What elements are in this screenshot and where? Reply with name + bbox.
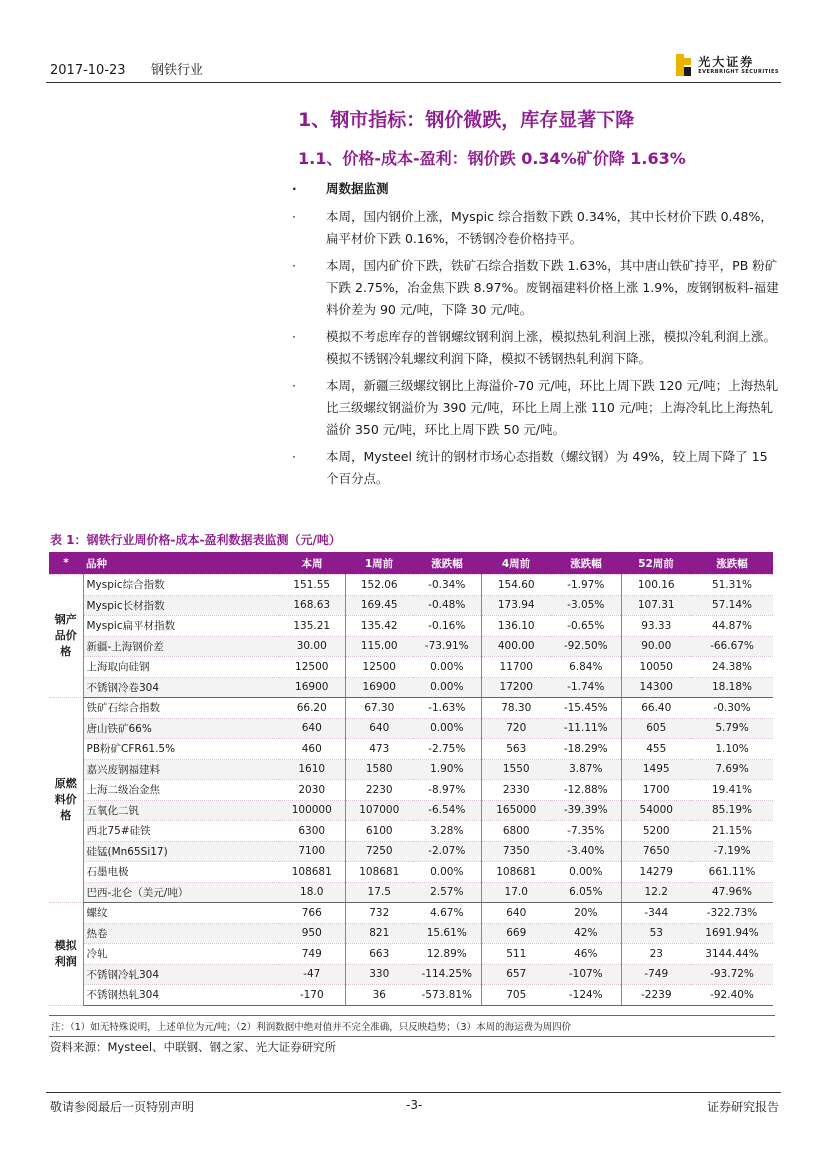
table-cell: 6800 <box>481 821 551 842</box>
table-row <box>49 739 773 760</box>
table-cell: 107000 <box>345 800 413 821</box>
subsection-title: 1.1、价格-成本-盈利：钢价跌 0.34%矿价降 1.63% <box>298 149 686 168</box>
table-row <box>49 759 773 780</box>
logo-chinese-text: 光大证券 <box>698 54 755 69</box>
table-cell: 12.2 <box>621 882 691 903</box>
table-cell: 1610 <box>279 759 345 780</box>
table-cell: 20% <box>551 903 621 924</box>
table-cell: 1550 <box>481 759 551 780</box>
table-cell: -12.88% <box>551 780 621 801</box>
row-label: 上海二级冶金焦 <box>83 780 279 801</box>
table-cell: 135.42 <box>345 616 413 637</box>
table-cell: 7.69% <box>691 759 773 780</box>
table-cell: 66.40 <box>621 698 691 719</box>
table-cell: 173.94 <box>481 595 551 616</box>
table-cell: 1495 <box>621 759 691 780</box>
table-cell: 168.63 <box>279 595 345 616</box>
table-cell: 100.16 <box>621 575 691 596</box>
table-cell: 705 <box>481 985 551 1006</box>
table-cell: 2230 <box>345 780 413 801</box>
bullet-dot-icon: · <box>292 259 296 273</box>
table-cell: 1580 <box>345 759 413 780</box>
row-label: PB粉矿CFR61.5% <box>83 739 279 760</box>
table-cell: 0.00% <box>413 862 481 883</box>
table-cell: 18.0 <box>279 882 345 903</box>
row-group-label: 钢产品价格 <box>49 575 83 698</box>
column-header: * <box>49 552 83 575</box>
table-cell: -92.40% <box>691 985 773 1006</box>
page-number: -3- <box>406 1098 423 1112</box>
table-cell: 766 <box>279 903 345 924</box>
table-cell: 1700 <box>621 780 691 801</box>
row-label: 上海取向硅钢 <box>83 657 279 678</box>
table-cell: -2239 <box>621 985 691 1006</box>
table-cell: -170 <box>279 985 345 1006</box>
table-cell: -573.81% <box>413 985 481 1006</box>
table-cell: -1.63% <box>413 698 481 719</box>
logo-english-text: EVERBRIGHT SECURITIES <box>698 68 779 75</box>
bullet-item: · 本周，国内钢价上涨，Myspic 综合指数下跌 0.34%，其中长材价下跌 0.48%，扁平材价下跌 0.16%，不锈钢冷卷价格持平。 <box>292 206 782 250</box>
table-row <box>49 923 773 944</box>
table-cell: 17.5 <box>345 882 413 903</box>
table-cell: 85.19% <box>691 800 773 821</box>
table-cell: 563 <box>481 739 551 760</box>
row-label: 不锈钢热轧304 <box>83 985 279 1006</box>
table-cell: 165000 <box>481 800 551 821</box>
table-cell: -0.48% <box>413 595 481 616</box>
table-cell: 17.0 <box>481 882 551 903</box>
row-label: 新疆-上海钢价差 <box>83 636 279 657</box>
row-label: 唐山铁矿66% <box>83 718 279 739</box>
table-row <box>49 903 773 924</box>
table-cell: 54000 <box>621 800 691 821</box>
table-cell: 108681 <box>481 862 551 883</box>
table-cell: 3144.44% <box>691 944 773 965</box>
table-cell: 11700 <box>481 657 551 678</box>
table-row <box>49 800 773 821</box>
table-cell: 10050 <box>621 657 691 678</box>
table-cell: 42% <box>551 923 621 944</box>
table-cell: 6.84% <box>551 657 621 678</box>
column-header: 涨跌幅 <box>413 552 481 575</box>
table-cell: 3.28% <box>413 821 481 842</box>
table-cell: 21.15% <box>691 821 773 842</box>
row-label: Myspic综合指数 <box>83 575 279 596</box>
column-header: 1周前 <box>345 552 413 575</box>
table-row <box>49 595 773 616</box>
table-cell: 15.61% <box>413 923 481 944</box>
table-cell: 4.67% <box>413 903 481 924</box>
table-row <box>49 616 773 637</box>
table-row <box>49 985 773 1006</box>
table-cell: 3.87% <box>551 759 621 780</box>
table-cell: 108681 <box>345 862 413 883</box>
table-cell: 1.10% <box>691 739 773 760</box>
table-cell: 151.55 <box>279 575 345 596</box>
table-cell: -124% <box>551 985 621 1006</box>
table-cell: 663 <box>345 944 413 965</box>
table-cell: 23 <box>621 944 691 965</box>
table-cell: 67.30 <box>345 698 413 719</box>
table-cell: -11.11% <box>551 718 621 739</box>
table-cell: -1.74% <box>551 677 621 698</box>
table-cell: 640 <box>345 718 413 739</box>
table-cell: 1.90% <box>413 759 481 780</box>
column-header: 52周前 <box>621 552 691 575</box>
table-cell: 136.10 <box>481 616 551 637</box>
bullet-dot-icon: · <box>292 182 297 196</box>
column-header: 本周 <box>279 552 345 575</box>
table-cell: -107% <box>551 964 621 985</box>
table-cell: 18.18% <box>691 677 773 698</box>
table-cell: 6300 <box>279 821 345 842</box>
table-cell: 400.00 <box>481 636 551 657</box>
table-cell: 2.57% <box>413 882 481 903</box>
row-group-label: 模拟利润 <box>49 903 83 1006</box>
table-cell: 46% <box>551 944 621 965</box>
bullet-item: · 本周，新疆三级螺纹钢比上海溢价-70 元/吨，环比上周下跌 120 元/吨；上海热轧比三级螺纹钢溢价为 390 元/吨，环比上周上涨 110 元/吨；上海冷轧比上海热轧溢价 350 元/吨，环比上周下跌 50 元/吨。 <box>292 375 782 441</box>
table-cell: 100000 <box>279 800 345 821</box>
table-cell: -3.05% <box>551 595 621 616</box>
row-label: 铁矿石综合指数 <box>83 698 279 719</box>
column-header: 4周前 <box>481 552 551 575</box>
table-cell: -114.25% <box>413 964 481 985</box>
table-cell: 7350 <box>481 841 551 862</box>
table-row <box>49 882 773 903</box>
table-cell: 24.38% <box>691 657 773 678</box>
table-cell: -18.29% <box>551 739 621 760</box>
table-cell: 16900 <box>279 677 345 698</box>
page-footer <box>46 1092 781 1114</box>
table-cell: 640 <box>481 903 551 924</box>
bullet-dot-icon: · <box>292 210 296 224</box>
table-cell: 0.00% <box>551 862 621 883</box>
column-header: 涨跌幅 <box>691 552 773 575</box>
table-cell: -0.30% <box>691 698 773 719</box>
table-cell: 169.45 <box>345 595 413 616</box>
table-cell: 0.00% <box>413 718 481 739</box>
table-cell: -749 <box>621 964 691 985</box>
table-cell: 51.31% <box>691 575 773 596</box>
table-cell: -0.16% <box>413 616 481 637</box>
table-body <box>49 575 773 1006</box>
table-cell: 6.05% <box>551 882 621 903</box>
table-cell: 93.33 <box>621 616 691 637</box>
table-cell: -39.39% <box>551 800 621 821</box>
table-cell: 57.14% <box>691 595 773 616</box>
page-header <box>46 52 781 83</box>
table-cell: 30.00 <box>279 636 345 657</box>
row-label: 巴西-北仑（美元/吨） <box>83 882 279 903</box>
table-cell: 950 <box>279 923 345 944</box>
bullet-list <box>292 178 782 495</box>
row-label: 不锈钢冷卷304 <box>83 677 279 698</box>
table-row <box>49 677 773 698</box>
table-cell: 44.87% <box>691 616 773 637</box>
table-row <box>49 862 773 883</box>
table-cell: 640 <box>279 718 345 739</box>
table-cell: 7250 <box>345 841 413 862</box>
table-cell: -15.45% <box>551 698 621 719</box>
row-label: Myspic扁平材指数 <box>83 616 279 637</box>
row-label: Myspic长材指数 <box>83 595 279 616</box>
table-cell: 17200 <box>481 677 551 698</box>
bullet-item: · 周数据监测 <box>292 178 782 200</box>
row-label: 不锈钢冷轧304 <box>83 964 279 985</box>
table-note: 注：（1）如无特殊说明，上述单位为元/吨；（2）利润数据中绝对值并不完全准确，只反映趋势；（3）本周的海运费为周四价 <box>49 1015 775 1037</box>
report-date: 2017-10-23 <box>50 63 126 78</box>
table-cell: 0.00% <box>413 677 481 698</box>
table-cell: 605 <box>621 718 691 739</box>
table-cell: 5200 <box>621 821 691 842</box>
price-cost-profit-table <box>49 552 773 1006</box>
table-cell: 732 <box>345 903 413 924</box>
table-cell: 16900 <box>345 677 413 698</box>
table-cell: 66.20 <box>279 698 345 719</box>
table-cell: 14300 <box>621 677 691 698</box>
table-cell: 473 <box>345 739 413 760</box>
table-cell: 7100 <box>279 841 345 862</box>
table-cell: 749 <box>279 944 345 965</box>
table-cell: -2.75% <box>413 739 481 760</box>
table-cell: -344 <box>621 903 691 924</box>
table-cell: 0.00% <box>413 657 481 678</box>
column-header: 品种 <box>83 552 279 575</box>
table-row <box>49 718 773 739</box>
table-cell: -7.35% <box>551 821 621 842</box>
row-label: 冷轧 <box>83 944 279 965</box>
table-cell: 821 <box>345 923 413 944</box>
table-cell: -93.72% <box>691 964 773 985</box>
bullet-dot-icon: · <box>292 450 296 464</box>
table-row <box>49 841 773 862</box>
row-label: 嘉兴废钢福建料 <box>83 759 279 780</box>
table-cell: 108681 <box>279 862 345 883</box>
table-cell: 36 <box>345 985 413 1006</box>
table-cell: 19.41% <box>691 780 773 801</box>
table-cell: -0.65% <box>551 616 621 637</box>
table-row <box>49 821 773 842</box>
table-cell: 12.89% <box>413 944 481 965</box>
table-cell: 455 <box>621 739 691 760</box>
table-cell: -1.97% <box>551 575 621 596</box>
table-cell: 460 <box>279 739 345 760</box>
table-cell: 12500 <box>345 657 413 678</box>
table-row <box>49 636 773 657</box>
table-row <box>49 780 773 801</box>
table-row <box>49 944 773 965</box>
table-cell: 657 <box>481 964 551 985</box>
brand-logo <box>676 54 779 76</box>
table-cell: -3.40% <box>551 841 621 862</box>
table-cell: 107.31 <box>621 595 691 616</box>
table-cell: 53 <box>621 923 691 944</box>
table-cell: 7650 <box>621 841 691 862</box>
table-cell: 2330 <box>481 780 551 801</box>
table-cell: -92.50% <box>551 636 621 657</box>
table-cell: -73.91% <box>413 636 481 657</box>
table-row <box>49 575 773 596</box>
table-cell: -66.67% <box>691 636 773 657</box>
column-header: 涨跌幅 <box>551 552 621 575</box>
industry-label: 钢铁行业 <box>151 63 204 78</box>
table-cell: 330 <box>345 964 413 985</box>
row-label: 硅锰(Mn65Si17) <box>83 841 279 862</box>
table-row <box>49 657 773 678</box>
table-cell: 135.21 <box>279 616 345 637</box>
row-label: 热卷 <box>83 923 279 944</box>
table-row <box>49 698 773 719</box>
table-cell: 720 <box>481 718 551 739</box>
row-label: 五氧化二钒 <box>83 800 279 821</box>
bullet-dot-icon: · <box>292 379 296 393</box>
table-cell: 152.06 <box>345 575 413 596</box>
row-group-label: 原燃料价格 <box>49 698 83 903</box>
table-cell: 661.11% <box>691 862 773 883</box>
table-cell: -0.34% <box>413 575 481 596</box>
row-label: 西北75#硅铁 <box>83 821 279 842</box>
table-cell: 47.96% <box>691 882 773 903</box>
table-header-row <box>49 552 773 575</box>
table-cell: -7.19% <box>691 841 773 862</box>
bullet-item: · 模拟不考虑库存的普钢螺纹钢利润上涨，模拟热轧利润上涨，模拟冷轧利润上涨。模拟不锈钢冷轧螺纹利润下降，模拟不锈钢热轧利润下降。 <box>292 326 782 370</box>
table-cell: 12500 <box>279 657 345 678</box>
row-label: 石墨电极 <box>83 862 279 883</box>
table-cell: 14279 <box>621 862 691 883</box>
table-cell: 115.00 <box>345 636 413 657</box>
table-title: 表 1：钢铁行业周价格-成本-盈利数据表监测（元/吨） <box>50 533 341 547</box>
bullet-item: · 本周，国内矿价下跌，铁矿石综合指数下跌 1.63%，其中唐山铁矿持平，PB 粉矿下跌 2.75%，冶金焦下跌 8.97%。废钢福建料价格上涨 1.9%，废钢钢板料-福建料价差为 90 元/吨，下降 30 元/吨。 <box>292 255 782 321</box>
table-cell: -47 <box>279 964 345 985</box>
table-cell: 6100 <box>345 821 413 842</box>
disclaimer-link-text: 敬请参阅最后一页特别声明 <box>50 1100 195 1114</box>
table-row <box>49 964 773 985</box>
table-cell: 78.30 <box>481 698 551 719</box>
logo-mark-icon <box>676 54 692 76</box>
table-cell: 669 <box>481 923 551 944</box>
bullet-item: · 本周，Mysteel 统计的钢材市场心态指数（螺纹钢）为 49%，较上周下降了 15 个百分点。 <box>292 446 782 490</box>
report-type: 证券研究报告 <box>706 1100 779 1114</box>
table-cell: -6.54% <box>413 800 481 821</box>
data-source: 资料来源：Mysteel、中联钢、钢之家、光大证券研究所 <box>50 1040 337 1054</box>
row-label: 螺纹 <box>83 903 279 924</box>
bullet-dot-icon: · <box>292 330 296 344</box>
table-cell: 90.00 <box>621 636 691 657</box>
table-cell: -322.73% <box>691 903 773 924</box>
table-cell: 2030 <box>279 780 345 801</box>
section-title: 1、钢市指标：钢价微跌，库存显著下降 <box>298 109 635 131</box>
table-cell: 5.79% <box>691 718 773 739</box>
table-cell: -2.07% <box>413 841 481 862</box>
table-cell: -8.97% <box>413 780 481 801</box>
table-cell: 1691.94% <box>691 923 773 944</box>
table-cell: 154.60 <box>481 575 551 596</box>
table-cell: 511 <box>481 944 551 965</box>
